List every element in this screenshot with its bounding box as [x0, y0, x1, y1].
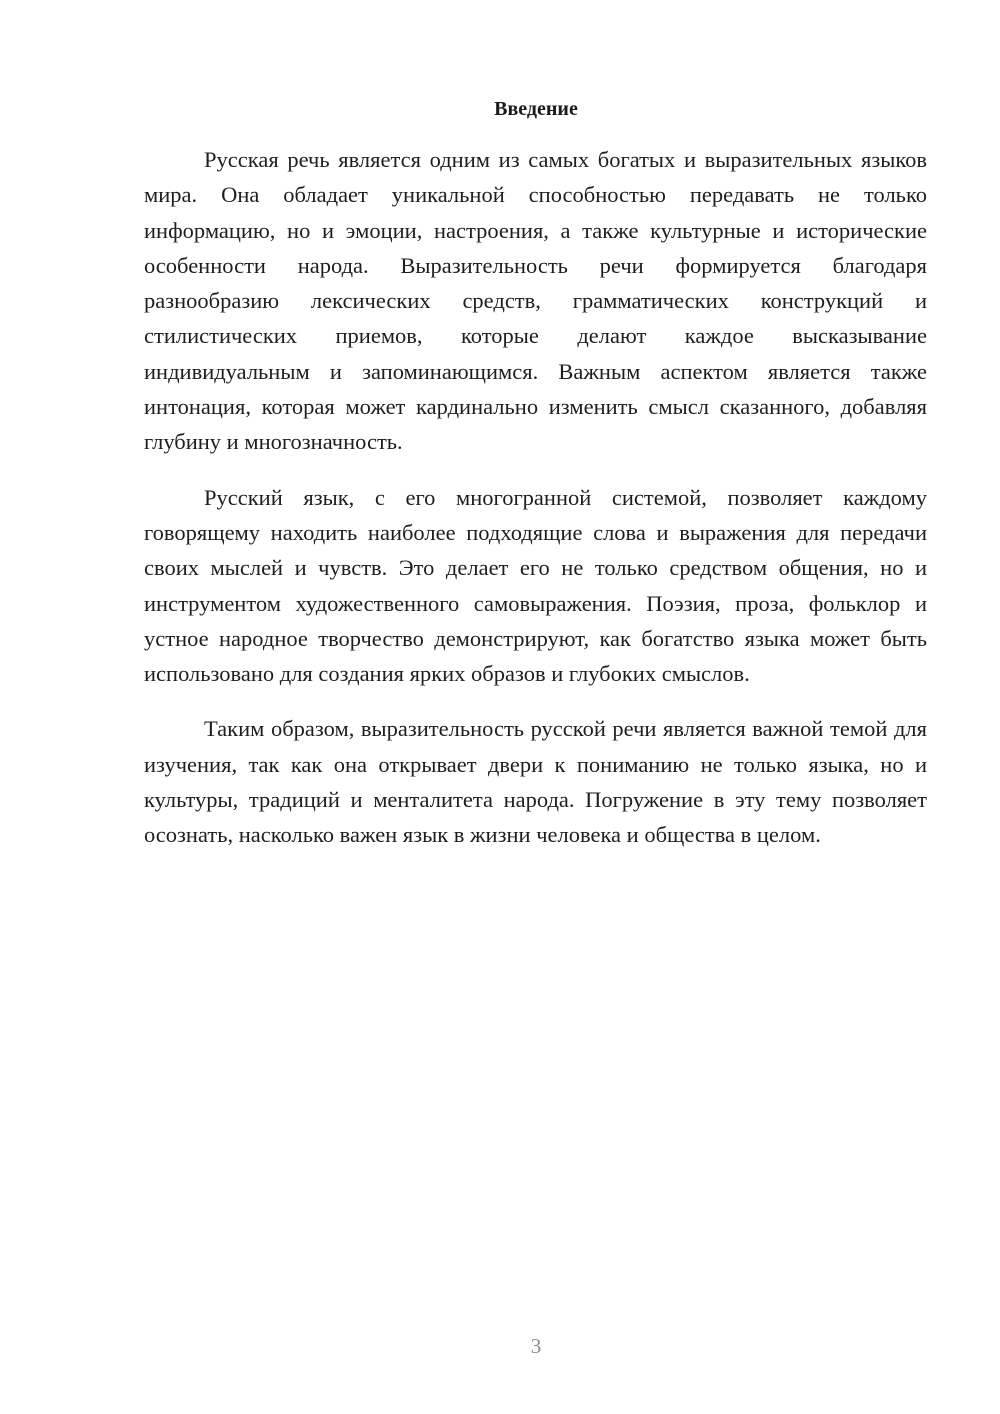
paragraph-2: Русский язык, с его многогранной системой, позволяет каждому говорящему находить наиболее подходящие слова и выражения для передачи своих мыслей и чувств. Это делает его не только средством общения, но и инструментом художественного самовыражения. Поэзия, проза, фольклор и устное народное творчество демонстрируют, как богатство языка может быть использовано для создания ярких образов и глубоких смыслов.: [144, 484, 927, 687]
paragraph-1: Русская речь является одним из самых богатых и выразительных языков мира. Она обладает уникальной способностью передавать не только информацию, но и эмоции, настроения, а также культурные и исторические особенности народа. Выразительность речи формируется благодаря разнообразию лексических средств, грамматических конструкций и стилистических приемов, которые делают каждое высказывание индивидуальным и запоминающимся. Важным аспектом является также интонация, которая может кардинально изменить смысл сказанного, добавляя глубину и многозначность.: [144, 147, 927, 455]
section-title: Введение: [494, 98, 578, 120]
body-text: [144, 142, 927, 873]
page-number: 3: [530, 1334, 542, 1358]
paragraph-3: Таким образом, выразительность русской речи является важной темой для изучения, так как она открывает двери к пониманию не только языка, но и культуры, традиций и менталитета народа. Погружение в эту тему позволяет осознать, насколько важен язык в жизни человека и общества в целом.: [144, 716, 927, 848]
